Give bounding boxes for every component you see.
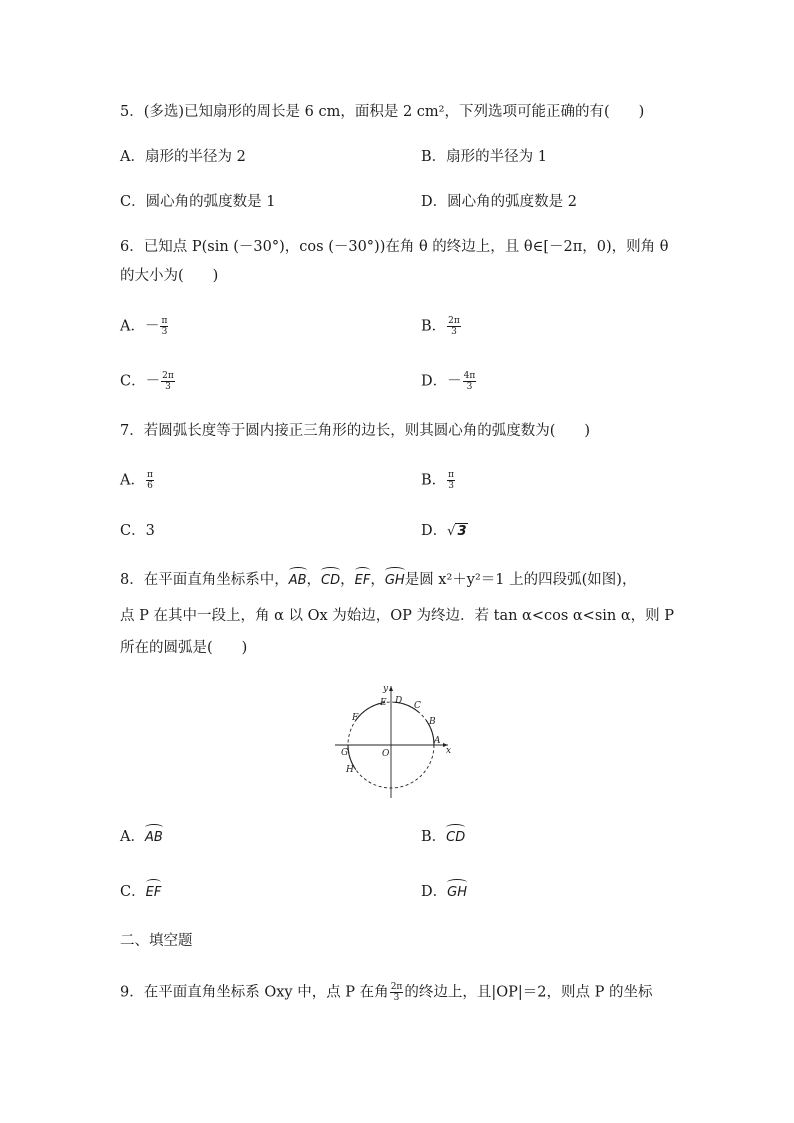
option-label: B． — [421, 829, 447, 845]
numerator: 2π — [390, 982, 403, 992]
q5-option-a: A．扇形的半径为 2 — [120, 149, 246, 165]
q8-stem-line1 — [120, 570, 636, 591]
fraction — [160, 316, 168, 337]
minus-sign: － — [144, 318, 160, 335]
arc-cd: CD — [321, 571, 340, 591]
q8-option-d — [421, 882, 467, 903]
fraction — [390, 982, 404, 1003]
label-d: D — [395, 696, 403, 706]
arc-ef: EF — [355, 571, 371, 591]
separator: ， — [340, 572, 355, 588]
numerator: π — [161, 316, 168, 326]
label-e: E — [380, 698, 387, 708]
label-o: O — [382, 749, 390, 759]
label-c: C — [414, 701, 421, 711]
separator: ， — [370, 572, 385, 588]
option-label: D． — [421, 523, 448, 539]
numerator: π — [448, 470, 455, 480]
q6-stem-line1: 6．已知点 P(sin (－30°)，cos (－30°))在角 θ 的终边上，且 θ∈[－2π，0)，则角 θ — [120, 239, 669, 255]
numerator: 2π — [162, 371, 174, 381]
label-g: G — [341, 748, 349, 758]
arc-cd: CD — [446, 828, 465, 848]
arc-ab: AB — [145, 828, 163, 848]
denominator: 3 — [161, 327, 168, 337]
numerator: 2π — [448, 316, 460, 326]
q5-stem: 5．(多选)已知扇形的周长是 6 cm，面积是 2 cm²，下列选项可能正确的有( ) — [120, 104, 645, 120]
sqrt-expression: √ 3 — [447, 524, 467, 539]
q6-stem-line2: 的大小为( ) — [120, 268, 219, 284]
option-label: C． — [120, 884, 146, 900]
denominator: 3 — [448, 481, 454, 491]
option-label: B． — [421, 318, 447, 335]
arc-gh: GH — [385, 571, 405, 591]
q8-stem-line2: 点 P 在其中一段上，角 α 以 Ox 为始边，OP 为终边．若 tan α<cos α<sin α，则 P — [120, 608, 675, 624]
q8-stem-suffix: 是圆 x²＋y²＝1 上的四段弧(如图)， — [404, 572, 637, 588]
fraction — [463, 371, 477, 392]
q7-option-c: C．3 — [120, 523, 155, 539]
section-title: 二、填空题 — [120, 933, 193, 949]
label-y: y — [383, 684, 389, 694]
denominator: 3 — [393, 993, 400, 1003]
arc-ab: AB — [289, 571, 307, 591]
q5-option-d: D．圆心角的弧度数是 2 — [421, 194, 577, 210]
denominator: 3 — [466, 382, 473, 392]
label-b: B — [429, 717, 436, 727]
option-label: C． — [120, 373, 146, 390]
option-label: A． — [120, 318, 145, 335]
q9-prefix: 9．在平面直角坐标系 Oxy 中，点 P 在角 — [120, 984, 389, 1001]
option-label: D． — [421, 884, 448, 900]
q7-option-d — [421, 521, 468, 542]
option-label: A． — [120, 472, 145, 489]
unit-circle-figure — [330, 680, 460, 800]
q6-option-c — [120, 371, 176, 392]
option-label: B． — [421, 472, 447, 489]
label-x: x — [446, 746, 452, 756]
label-f: F — [352, 713, 359, 723]
minus-sign: － — [145, 373, 161, 390]
q8-stem-line3: 所在的圆弧是( ) — [120, 640, 248, 656]
q6-option-a — [120, 316, 169, 337]
arc-gh: GH — [447, 883, 467, 903]
q7-stem: 7．若圆弧长度等于圆内接正三角形的边长，则其圆心角的弧度数为( ) — [120, 423, 591, 439]
q5-option-c: C．圆心角的弧度数是 1 — [120, 194, 276, 210]
fraction — [447, 470, 455, 491]
fraction — [146, 470, 154, 491]
option-label: A． — [120, 829, 145, 845]
q8-option-a — [120, 827, 163, 848]
q7-option-b — [421, 470, 456, 491]
numerator: 4π — [463, 371, 476, 381]
denominator: 3 — [451, 327, 457, 337]
label-h: H — [346, 765, 354, 775]
q9-stem — [120, 982, 652, 1003]
q8-option-b — [421, 827, 465, 848]
arc-ef: EF — [146, 883, 162, 903]
numerator: π — [146, 470, 153, 480]
q5-option-b: B．扇形的半径为 1 — [421, 149, 547, 165]
option-label: D． — [421, 373, 448, 390]
denominator: 6 — [147, 481, 153, 491]
q7-option-a — [120, 470, 155, 491]
q6-option-d — [421, 371, 477, 392]
q6-option-b — [421, 316, 462, 337]
denominator: 3 — [165, 382, 171, 392]
y-axis-arrow — [389, 686, 393, 691]
separator: ， — [306, 572, 322, 588]
minus-sign: － — [447, 373, 462, 390]
fraction — [447, 316, 461, 337]
radicand: 3 — [457, 524, 467, 539]
label-a: A — [434, 736, 441, 746]
q9-suffix: 的终边上，且|OP|＝2，则点 P 的坐标 — [404, 984, 653, 1001]
q8-stem-prefix: 8．在平面直角坐标系中， — [120, 572, 289, 588]
q8-option-c — [120, 882, 161, 903]
fraction — [161, 371, 175, 392]
